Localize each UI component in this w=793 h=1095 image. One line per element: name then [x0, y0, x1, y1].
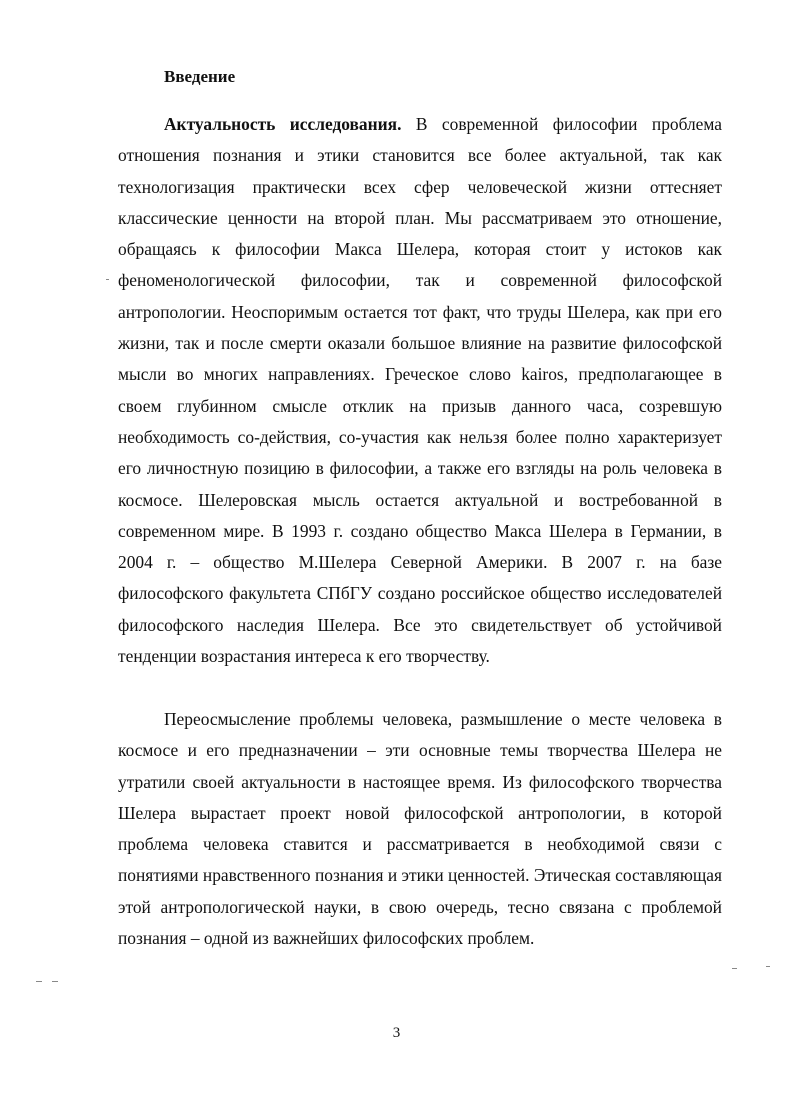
paragraph-rethinking — [118, 704, 722, 954]
section-heading: Введение — [164, 67, 236, 86]
paragraph-text: В современной философии проблема отношения познания и этики становится все более актуальной, так как технологизация практически всех сфер человеческой жизни оттесняет классические ценности на второй план. Мы рассматриваем это отношение, обращаясь к философии Макса Шелера, которая стоит у истоков как феноменологической философии, так и современной философской антропологии. Неоспоримым остается тот факт, что труды Шелера, как при его жизни, так и после смерти оказали большое влияние на развитие философской мысли во многих направлениях. Греческое слово kairos, предполагающее в своем глубинном смысле отклик на призыв данного часа, созревшую необходимость со-действия, со-участия как нельзя более полно характеризует его личностную позицию в философии, а также его взгляды на роль человека в космосе. Шелеровская мысль остается актуальной и востребованной в современном мире. В 1993 г. создано общество Макса Шелера в Германии, в 2004 г. – общество М.Шелера Северной Америки. В 2007 г. на базе философского факультета СПбГУ создано российское общество исследователей философского наследия Шелера. Все это свидетельствует об устойчивой тенденции возрастания интереса к его творчеству. — [118, 114, 722, 667]
scan-artifact — [36, 981, 42, 982]
scan-artifact — [106, 279, 109, 280]
paragraph-lead: Актуальность исследования. — [164, 114, 402, 134]
page-number: 3 — [392, 1025, 401, 1041]
paragraph-text: Переосмысление проблемы человека, размышление о месте человека в космосе и его предназначении – эти основные темы творчества Шелера не утратили своей актуальности в настоящее время. Из философского творчества Шелера вырастает проект новой философской антропологии, в которой проблема человека ставится и рассматривается в необходимой связи с понятиями нравственного познания и этики ценностей. Этическая составляющая этой антропологической науки, в свою очередь, тесно связана с проблемой познания – одной из важнейших философских проблем. — [118, 709, 722, 949]
paragraph-relevance — [118, 109, 722, 672]
scan-artifact — [766, 966, 770, 967]
scan-artifact — [732, 968, 737, 969]
scan-artifact — [52, 981, 58, 982]
